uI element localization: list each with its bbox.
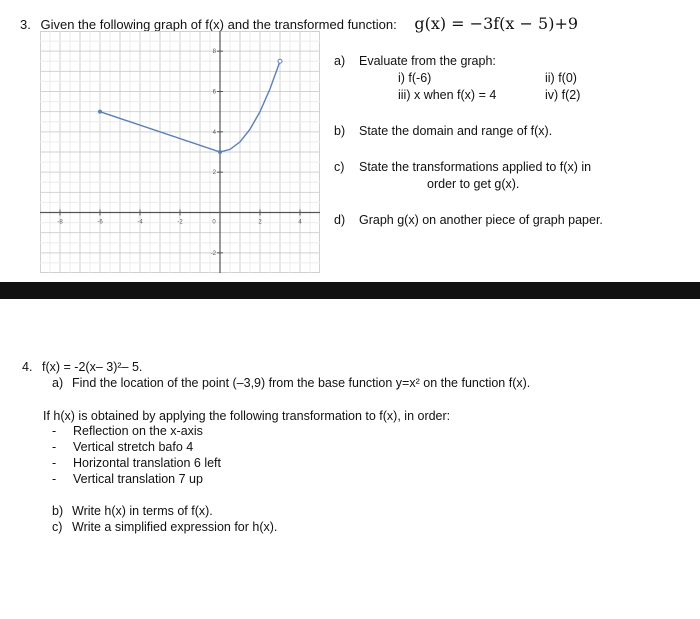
y-tick-label: 2	[212, 170, 216, 177]
part-d-text: Graph g(x) on another piece of graph paper.	[359, 213, 603, 227]
x-tick-label: -2	[177, 219, 183, 226]
y-tick-label: -2	[210, 250, 216, 257]
part-a-iii: iii) x when f(x) = 4	[398, 88, 497, 102]
bullet-item: Horizontal translation 6 left	[73, 456, 221, 470]
part-a-ii: ii) f(0)	[545, 71, 577, 85]
part-b-label: b)	[334, 124, 346, 138]
curve-start-point	[98, 110, 102, 114]
bullet-item: Vertical translation 7 up	[73, 472, 203, 486]
q4-part-b-label: b)	[52, 504, 64, 518]
x-tick-label: 0	[212, 219, 216, 226]
bullet-marker: -	[52, 456, 57, 470]
x-tick-label: -8	[57, 219, 63, 226]
question-4-number: 4.	[22, 360, 33, 374]
part-a-i: i) f(-6)	[398, 71, 432, 85]
function-graph	[40, 31, 320, 273]
part-c-text-line2: order to get g(x).	[427, 177, 520, 191]
bullet-item: Reflection on the x-axis	[73, 424, 203, 438]
part-d-label: d)	[334, 213, 346, 227]
bullet-item: Vertical stretch bafo 4	[73, 440, 194, 454]
curve-vertex-point	[218, 150, 222, 154]
bullet-marker: -	[52, 440, 57, 454]
part-a-label: a)	[334, 54, 346, 68]
part-a-iv: iv) f(2)	[545, 88, 581, 102]
q4-part-c-label: c)	[52, 520, 63, 534]
y-tick-label: 8	[212, 49, 216, 56]
q4-part-a-label: a)	[52, 376, 64, 390]
x-tick-label: -4	[137, 219, 143, 226]
bullet-marker: -	[52, 424, 57, 438]
q4-part-b-text: Write h(x) in terms of f(x).	[72, 504, 213, 518]
q4-part-c-text: Write a simplified expression for h(x).	[72, 520, 278, 534]
part-c-label: c)	[334, 160, 345, 174]
curve-end-point	[278, 59, 282, 63]
y-tick-label: 4	[212, 129, 216, 136]
question-4-statement: f(x) = -2(x– 3)²– 5.	[42, 360, 143, 374]
separator-band	[0, 282, 700, 299]
question-3-prompt: Given the following graph of f(x) and the transformed function:	[40, 17, 397, 32]
q4-intro: If h(x) is obtained by applying the following transformation to f(x), in order:	[43, 409, 451, 423]
bullet-marker: -	[52, 472, 57, 486]
transformed-function-formula: g(x) = −3f(x − 5)+9	[414, 14, 579, 33]
part-b-text: State the domain and range of f(x).	[359, 124, 553, 138]
x-tick-label: 2	[258, 219, 262, 226]
x-tick-label: 4	[298, 219, 302, 226]
y-tick-label: 6	[212, 89, 216, 96]
part-a-text: Evaluate from the graph:	[359, 54, 496, 68]
part-c-text-line1: State the transformations applied to f(x) in	[359, 160, 592, 174]
question-3-number: 3.	[20, 17, 31, 32]
q4-part-a-text: Find the location of the point (–3,9) from the base function y=x² on the function f(x).	[72, 376, 531, 390]
x-tick-label: -6	[97, 219, 103, 226]
